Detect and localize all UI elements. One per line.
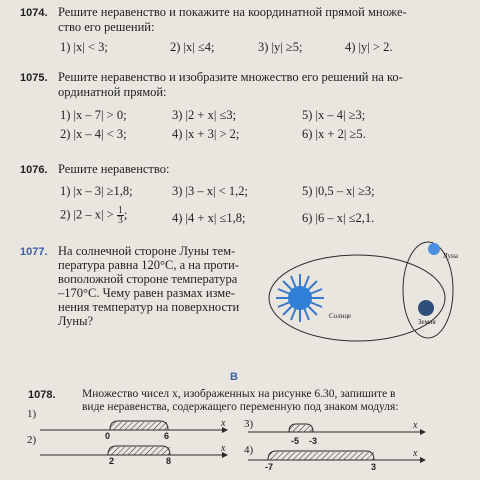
fraction-denominator: 3 — [117, 215, 123, 226]
problem-1075-item-3: 3) |2 + x| ≤3; — [172, 108, 237, 122]
problem-number-1076: 1076. — [20, 164, 48, 176]
number-line-1 — [40, 421, 228, 433]
number-line-4-tick-2: 3 — [371, 462, 377, 472]
problem-1075-text-line1: Решите неравенство и изобразите множество его решений на ко- — [58, 70, 403, 84]
problem-1075-item-2: 2) |x – 4| < 3; — [60, 127, 127, 141]
earth-label: Земля — [418, 318, 436, 326]
problem-1076-text: Решите неравенство: — [58, 162, 170, 176]
problem-1077-line-5: нения температур на поверхности — [58, 300, 240, 314]
problem-1075-item-6: 6) |x + 2| ≥5. — [302, 127, 366, 141]
problem-1076-item-5: 5) |0,5 – x| ≥3; — [302, 184, 375, 198]
problem-number-1077: 1077. — [20, 246, 48, 258]
number-line-4-axis-label: x — [413, 448, 418, 459]
number-line-2 — [40, 446, 228, 458]
number-line-2-axis-label: x — [221, 443, 226, 454]
problem-1075-item-5: 5) |x – 4| ≥3; — [302, 108, 366, 122]
number-line-4 — [248, 451, 426, 463]
number-line-4-tick-1: -7 — [265, 462, 274, 472]
problem-1074-item-2: 2) |x| ≤4; — [170, 40, 215, 54]
problem-1076-item-4: 4) |4 + x| ≤1,8; — [172, 211, 246, 225]
fraction-numerator: 1 — [117, 205, 123, 216]
problem-1077-line-2: пература равна 120°C, а на проти- — [58, 258, 239, 272]
problem-number-1075: 1075. — [20, 72, 48, 84]
problem-1076-item-1: 1) |x – 3| ≥1,8; — [60, 184, 133, 198]
problem-1078-text-line2: виде неравенства, содержащего переменную под знаком модуля: — [82, 401, 399, 413]
problem-number-1074: 1074. — [20, 7, 48, 19]
number-line-3-tick-2: -3 — [309, 436, 318, 446]
problem-1076-item-2-prefix: 2) |2 – x| > — [60, 207, 114, 222]
problem-1074-text-line1: Решите неравенство и покажите на координатной прямой множе- — [58, 5, 407, 19]
problem-1074-item-3: 3) |y| ≥5; — [258, 40, 303, 54]
difficulty-level-heading: B — [230, 371, 238, 383]
number-line-2-label: 2) — [27, 434, 37, 446]
number-line-1-tick-1: 0 — [105, 431, 111, 441]
number-line-4-label: 4) — [244, 444, 254, 456]
problem-1076-item-6: 6) |6 – x| ≤2,1. — [302, 211, 375, 225]
sun-label: Солнце — [329, 312, 352, 320]
moon-label: Луна — [443, 252, 458, 260]
problem-1077-line-1: На солнечной стороне Луны тем- — [58, 244, 236, 258]
problem-1075-text-line2: ординатной прямой: — [58, 85, 167, 99]
problem-1078-text-line1: Множество чисел x, изображенных на рисунке 6.30, запишите в — [82, 388, 396, 400]
problem-number-1078: 1078. — [28, 389, 56, 401]
problem-1077-line-6: Луны? — [58, 314, 94, 328]
problem-1075-item-4: 4) |x + 3| > 2; — [172, 127, 240, 141]
number-line-2-tick-2: 8 — [166, 456, 172, 466]
problem-1076-item-3: 3) |3 – x| < 1,2; — [172, 184, 248, 198]
problem-1075-item-1: 1) |x – 7| > 0; — [60, 108, 127, 122]
problem-1076-item-2-suffix: ; — [123, 207, 128, 222]
number-line-1-axis-label: x — [221, 418, 226, 429]
number-line-3-label: 3) — [244, 418, 254, 430]
number-line-1-label: 1) — [27, 408, 37, 420]
problem-1074-item-1: 1) |x| < 3; — [60, 40, 108, 54]
number-line-3-tick-1: -5 — [291, 436, 300, 446]
problem-1074-item-4: 4) |y| > 2. — [345, 40, 393, 54]
problem-1074-text-line2: ство его решений: — [58, 20, 155, 34]
number-line-3-axis-label: x — [413, 420, 418, 431]
number-line-1-tick-2: 6 — [164, 431, 170, 441]
number-line-2-tick-1: 2 — [109, 456, 115, 466]
problem-1077-line-4: –170°C. Чему равен размах изме- — [58, 286, 235, 300]
problem-1077-line-3: воположной стороне температура — [58, 272, 238, 286]
number-line-3 — [248, 424, 426, 435]
